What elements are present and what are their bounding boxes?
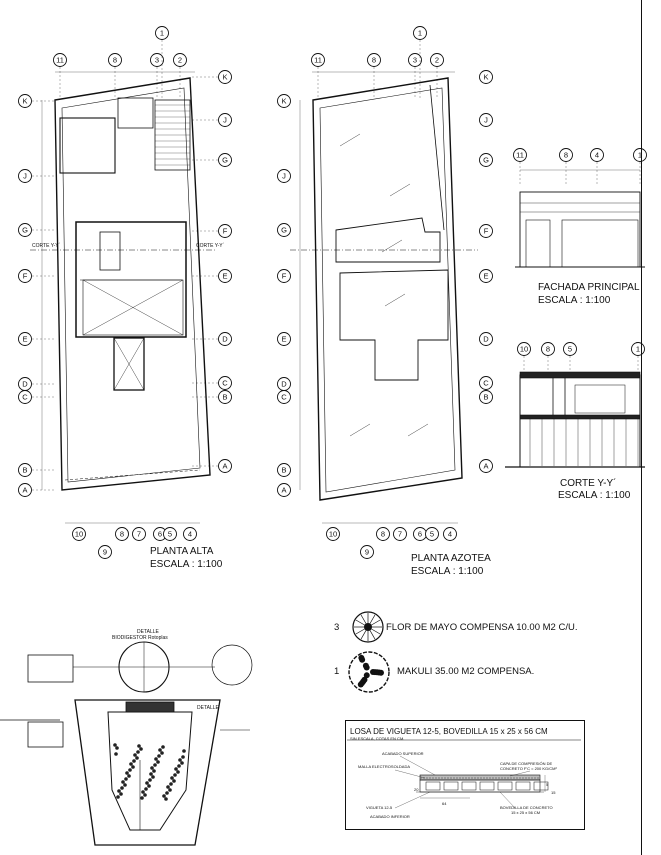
grid-bubble-label: 1: [637, 150, 643, 160]
gravel-dot: [141, 790, 145, 794]
gravel-dot: [114, 752, 118, 756]
grid-bubble-label: E: [222, 271, 228, 281]
gravel-dot: [124, 777, 128, 781]
gravel-dot: [139, 747, 143, 751]
grid-bubble-label: K: [22, 96, 28, 106]
gravel-dot: [168, 788, 172, 792]
grid-bubble-label: K: [222, 72, 228, 82]
grid-bubble-bottom: [394, 528, 407, 541]
grid-bubble-label: G: [222, 155, 228, 165]
grid-bubble-bottom: [361, 546, 374, 559]
gravel-dot: [123, 783, 127, 787]
grid-bubble-left: [19, 464, 32, 477]
grid-bubble-left: [19, 484, 32, 497]
gravel-dot: [119, 792, 123, 796]
grid-bubble-right: [480, 154, 493, 167]
gravel-dot: [133, 753, 137, 757]
grid-bubble-left: [278, 270, 291, 283]
grid-bubble-right: [480, 270, 493, 283]
losa-vigueta: VIGUETA 12-5: [366, 805, 393, 810]
losa-concreto: CONCRETO F'C = 200 KG/CM²: [500, 766, 557, 771]
grid-bubble-label: 2: [434, 55, 440, 65]
gravel-dot: [135, 756, 139, 760]
gravel-dot: [152, 769, 156, 773]
grid-bubble-left: [19, 391, 32, 404]
grid-bubble-left: [19, 378, 32, 391]
gravel-dot: [157, 754, 161, 758]
gravel-dot: [151, 775, 155, 779]
grid-bubble-bottom: [426, 528, 439, 541]
gravel-dot: [113, 743, 117, 747]
grid-bubble-right: [219, 114, 232, 127]
grid-bubble-right: [219, 333, 232, 346]
gravel-dot: [143, 793, 147, 797]
grid-bubble-right: [480, 114, 493, 127]
gravel-dot: [164, 797, 168, 801]
losa-subtitle: SIN ESCALA, COTAS EN CM.: [350, 736, 405, 741]
grid-bubble-label: 6: [417, 529, 423, 539]
section-window: [575, 385, 625, 413]
gravel-dot: [173, 773, 177, 777]
makuli-tree-foliage: [358, 682, 364, 688]
losa-malla: MALLA ELECTROSOLDADA: [358, 764, 411, 769]
grid-bubble-label: B: [222, 392, 228, 402]
section-mark-right: CORTE Y-Y´: [196, 243, 225, 249]
grid-bubble-label: 8: [563, 150, 569, 160]
planta-alta-title: PLANTA ALTA: [150, 546, 214, 557]
grid-bubble-label: G: [22, 225, 28, 235]
legend-number-flor: 3: [334, 622, 340, 633]
gravel-dot: [149, 772, 153, 776]
grid-bubble-top: [156, 27, 169, 40]
legend-text-flor: FLOR DE MAYO COMPENSA 10.00 M2 C/U.: [386, 622, 578, 633]
grid-bubble-label: 8: [545, 344, 551, 354]
corte-section: [505, 343, 645, 468]
grid-bubble-label: D: [22, 379, 28, 389]
gravel-dot: [158, 748, 162, 752]
gravel-dot: [144, 787, 148, 791]
grid-bubble-label: 8: [112, 55, 118, 65]
gravel-dot: [132, 759, 136, 763]
grid-bubble-label: 8: [371, 55, 377, 65]
grid-bubble-label: 1: [635, 344, 641, 354]
grid-bubble-label: 10: [74, 529, 84, 539]
grid-bubble-label: F: [281, 271, 287, 281]
grid-bubble-right: [219, 225, 232, 238]
gravel-dot: [162, 794, 166, 798]
grid-bubble-right: [219, 391, 232, 404]
grid-bubble-label: B: [483, 392, 489, 402]
grid-bubble-bottom: [444, 528, 457, 541]
roof-parapet: [336, 218, 440, 262]
gravel-dot: [165, 791, 169, 795]
grid-bubble-right: [219, 460, 232, 473]
tree-symbols: [349, 612, 389, 692]
gravel-dot: [174, 767, 178, 771]
gravel-dot: [160, 751, 164, 755]
grid-bubble-top: [518, 343, 531, 356]
gravel-dot: [120, 786, 124, 790]
gravel-dot: [129, 762, 133, 766]
gravel-dot: [182, 749, 186, 753]
grid-bubble-label: 6: [157, 529, 163, 539]
grid-bubble-label: E: [22, 334, 28, 344]
grid-bubble-left: [278, 170, 291, 183]
grid-bubble-label: A: [222, 461, 228, 471]
gravel-dot: [166, 785, 170, 789]
losa-bovedilla: BOVEDILLA DE CONCRETO: [500, 805, 553, 810]
grid-bubble-label: 3: [412, 55, 418, 65]
grid-bubble-label: 7: [397, 529, 403, 539]
legend-text-makuli: MAKULI 35.00 M2 COMPENSA.: [397, 666, 535, 677]
section-slab-top: [520, 372, 640, 378]
gravel-dot: [140, 796, 144, 800]
grid-bubble-top: [312, 54, 325, 67]
grid-bubble-top: [414, 27, 427, 40]
planta-azotea-scale: ESCALA : 1:100: [411, 566, 484, 577]
grid-bubble-left: [19, 170, 32, 183]
grid-bubble-label: G: [281, 225, 287, 235]
slope-arrow: [408, 424, 428, 436]
room-bathroom: [118, 98, 153, 128]
grid-bubble-right: [480, 377, 493, 390]
grid-bubble-bottom: [184, 528, 197, 541]
grid-bubble-label: 1: [417, 28, 423, 38]
flower-tree-center: [364, 623, 372, 631]
grid-bubble-label: 10: [519, 344, 529, 354]
makuli-tree-foliage: [363, 663, 369, 669]
gravel-dot: [147, 784, 151, 788]
gravel-dot: [156, 760, 160, 764]
gravel-dot: [154, 757, 158, 761]
tank-lid: [126, 702, 174, 712]
facade-outline: [520, 192, 640, 267]
makuli-tree-icon: [349, 652, 389, 692]
grid-bubble-label: D: [281, 379, 287, 389]
grid-bubble-bottom: [133, 528, 146, 541]
gravel-dot: [137, 744, 141, 748]
grid-bubble-label: G: [483, 155, 489, 165]
makuli-tree-foliage: [358, 655, 364, 661]
grid-bubble-label: J: [23, 171, 27, 181]
grid-bubble-label: K: [483, 72, 489, 82]
slope-arrow: [390, 184, 410, 196]
gravel-dot: [170, 776, 174, 780]
grid-bubble-left: [19, 270, 32, 283]
grid-bubble-label: K: [281, 96, 287, 106]
grid-bubble-right: [480, 391, 493, 404]
grid-bubble-bottom: [414, 528, 427, 541]
grid-bubble-label: 9: [364, 547, 370, 557]
grid-bubble-label: C: [22, 392, 28, 402]
gravel-dot: [176, 770, 180, 774]
grid-bubble-bottom: [116, 528, 129, 541]
corte-scale: ESCALA : 1:100: [558, 490, 631, 501]
room-central: [76, 222, 186, 337]
roof-zone: [340, 270, 448, 380]
losa-title: LOSA DE VIGUETA 12-5, BOVEDILLA 15 x 25 x 56 CM: [350, 727, 548, 736]
gravel-dot: [148, 778, 152, 782]
grid-bubble-left: [19, 224, 32, 237]
grid-bubble-left: [19, 95, 32, 108]
grid-bubble-label: 11: [516, 150, 524, 160]
grid-bubble-top: [431, 54, 444, 67]
grid-bubble-label: D: [222, 334, 228, 344]
grid-bubble-label: 8: [119, 529, 125, 539]
gravel-dot: [153, 763, 157, 767]
makuli-tree-foliage: [378, 670, 384, 676]
grid-bubble-label: 2: [177, 55, 183, 65]
gravel-dot: [121, 780, 125, 784]
grid-bubble-left: [278, 224, 291, 237]
gravel-dot: [177, 764, 181, 768]
grid-bubble-label: J: [484, 115, 488, 125]
detalle-biodigestor-title: DETALLE: [137, 629, 159, 635]
grid-bubble-label: A: [483, 461, 489, 471]
grid-bubble-label: 8: [380, 529, 386, 539]
losa-acabado-inferior: ACABADO INFERIOR: [370, 814, 410, 819]
planta-azotea-title: PLANTA AZOTEA: [411, 553, 491, 564]
grid-bubble-right: [219, 377, 232, 390]
grid-bubble-label: C: [483, 378, 489, 388]
slope-arrow: [350, 424, 370, 436]
losa-bovedilla-size: 15 x 25 x 56 CM: [511, 810, 541, 815]
grid-bubble-bottom: [377, 528, 390, 541]
grid-bubble-label: 4: [447, 529, 453, 539]
gravel-dot: [178, 758, 182, 762]
grid-bubble-top: [109, 54, 122, 67]
grid-bubble-left: [278, 391, 291, 404]
gravel-dot: [169, 782, 173, 786]
gravel-dot: [127, 774, 131, 778]
losa-capa: CAPA DE COMPRESIÓN DE: [500, 761, 553, 766]
flower-tree-icon: [353, 612, 383, 642]
corte-title: CORTE Y-Y´: [560, 478, 617, 489]
grid-bubble-right: [480, 333, 493, 346]
detalle-biodigestor-sub: BIODIGESTOR Rotoplas: [112, 635, 168, 641]
detalle-right-title: DETALLE: [197, 705, 219, 711]
grid-bubble-right: [480, 460, 493, 473]
room-bedroom: [60, 118, 115, 173]
grid-bubble-label: B: [22, 465, 28, 475]
grid-bubble-top: [54, 54, 67, 67]
section-outline: [520, 375, 640, 467]
grid-bubble-top: [560, 149, 573, 162]
planta-azotea-plan: [278, 27, 493, 559]
gravel-dot: [150, 766, 154, 770]
azotea-outer-wall: [313, 78, 462, 500]
grid-bubble-left: [19, 333, 32, 346]
losa-dim-5: 5: [546, 782, 549, 787]
grid-bubble-label: 4: [187, 529, 193, 539]
grid-bubble-label: 11: [314, 55, 322, 65]
grid-bubble-top: [174, 54, 187, 67]
grid-bubble-top: [542, 343, 555, 356]
section-mark-left: CORTE Y-Y´: [32, 243, 61, 249]
grid-bubble-top: [514, 149, 527, 162]
gravel-dot: [136, 750, 140, 754]
grid-bubble-bottom: [164, 528, 177, 541]
grid-bubble-right: [219, 154, 232, 167]
gravel-dot: [116, 795, 120, 799]
gravel-dot: [145, 781, 149, 785]
fachada-principal-elevation: [514, 149, 647, 268]
grid-bubble-bottom: [327, 528, 340, 541]
grid-bubble-label: E: [281, 334, 287, 344]
gravel-dot: [131, 765, 135, 769]
grid-bubble-top: [564, 343, 577, 356]
fachada-title: FACHADA PRINCIPAL: [538, 282, 640, 293]
grid-bubble-label: C: [281, 392, 287, 402]
gravel-dot: [161, 745, 165, 749]
grid-bubble-label: C: [222, 378, 228, 388]
grid-bubble-right: [480, 71, 493, 84]
fachada-scale: ESCALA : 1:100: [538, 295, 611, 306]
grid-bubble-label: 5: [429, 529, 435, 539]
gravel-dot: [172, 779, 176, 783]
makuli-tree-foliage: [364, 672, 370, 678]
grid-bubble-label: 4: [594, 150, 600, 160]
slope-arrow: [340, 134, 360, 146]
grid-bubble-top: [151, 54, 164, 67]
grid-bubble-label: E: [483, 271, 489, 281]
biodigestor-details: [0, 642, 252, 845]
title-block-strip: [641, 0, 661, 855]
grid-bubble-label: 5: [167, 529, 173, 539]
room-bath2: [100, 232, 120, 270]
grid-bubble-label: D: [483, 334, 489, 344]
grid-bubble-label: 11: [56, 55, 64, 65]
roof-wall: [430, 85, 444, 230]
grid-bubble-label: F: [222, 226, 228, 236]
grid-bubble-top: [591, 149, 604, 162]
grid-bubble-label: A: [281, 485, 287, 495]
grid-bubble-left: [278, 378, 291, 391]
detail-box-b: [28, 722, 63, 747]
facade-door: [526, 220, 550, 267]
section-slab-mid: [520, 415, 640, 419]
grid-bubble-left: [278, 333, 291, 346]
registro-circle: [212, 645, 252, 685]
grid-bubble-label: 9: [102, 547, 108, 557]
losa-dim-20: 20: [414, 787, 419, 792]
grid-bubble-right: [480, 225, 493, 238]
grid-bubble-label: 5: [567, 344, 573, 354]
slope-arrow: [385, 294, 405, 306]
grid-bubble-label: J: [282, 171, 286, 181]
grid-bubble-right: [219, 270, 232, 283]
facade-garage: [562, 220, 638, 267]
grid-bubble-label: 1: [159, 28, 165, 38]
grid-bubble-label: F: [22, 271, 28, 281]
grid-bubble-top: [368, 54, 381, 67]
grid-bubble-label: F: [483, 226, 489, 236]
grid-bubble-top: [409, 54, 422, 67]
losa-dim-15: 15: [551, 790, 556, 795]
losa-dim-64: 64: [442, 801, 447, 806]
gravel-dot: [180, 761, 184, 765]
grid-bubble-bottom: [73, 528, 86, 541]
gravel-dot: [181, 755, 185, 759]
grid-bubble-left: [278, 464, 291, 477]
grid-bubble-label: 3: [154, 55, 160, 65]
grid-bubble-label: J: [223, 115, 227, 125]
legend-number-makuli: 1: [334, 666, 340, 677]
grid-bubble-left: [278, 484, 291, 497]
planta-alta-scale: ESCALA : 1:100: [150, 559, 223, 570]
grid-bubble-label: 7: [136, 529, 142, 539]
gravel-dot: [125, 771, 129, 775]
planta-alta-plan: [19, 27, 232, 559]
gravel-dot: [128, 768, 132, 772]
grid-bubble-bottom: [99, 546, 112, 559]
excavation-outline: [75, 700, 220, 845]
detail-box-a: [28, 655, 73, 682]
grid-bubble-label: A: [22, 485, 28, 495]
losa-acabado-superior: ACABADO SUPERIOR: [382, 751, 424, 756]
gravel-dot: [115, 746, 119, 750]
grid-bubble-right: [219, 71, 232, 84]
grid-bubble-label: B: [281, 465, 287, 475]
grid-bubble-left: [278, 95, 291, 108]
gravel-dot: [117, 789, 121, 793]
grid-bubble-label: 10: [328, 529, 338, 539]
